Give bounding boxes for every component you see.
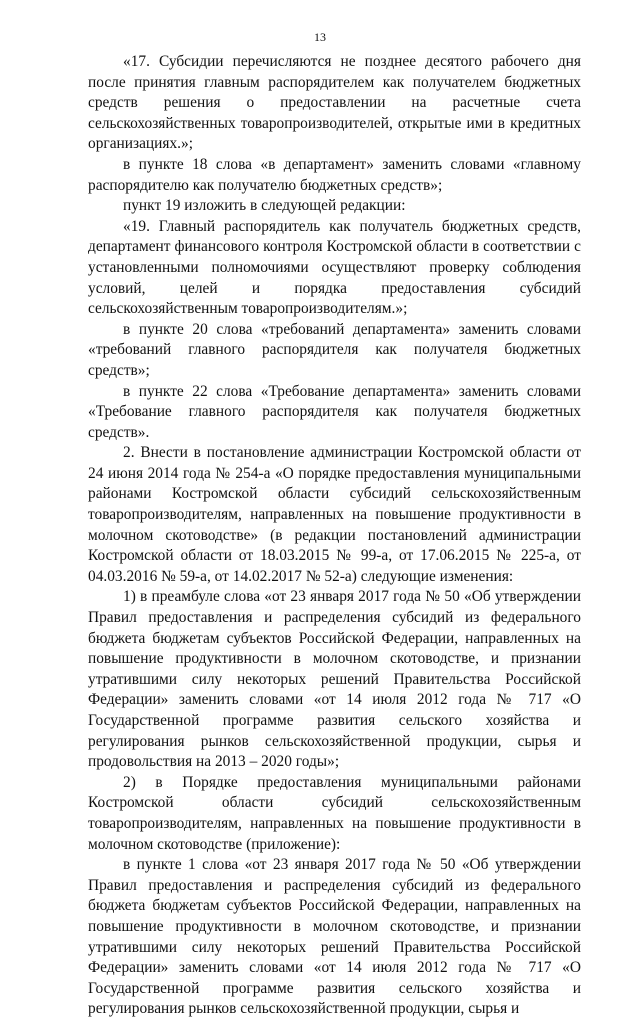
paragraph-item-19: «19. Главный распорядитель как получатель бюджетных средств, департамент финансового контроля Костромской области в соответствии с установленными полномочиями осуществляют проверку соблюдения условий, целей и порядка предоставления субсидий сельскохозяйственным товаропроизводителям.»; bbox=[88, 217, 581, 318]
page-number: 13 bbox=[314, 30, 326, 44]
paragraph-point-18: в пункте 18 слова «в департамент» заменить словами «главному распорядителю как получателю бюджетных средств»; bbox=[88, 155, 581, 194]
document-body bbox=[88, 52, 581, 1020]
paragraph-item-17: «17. Субсидии перечисляются не позднее десятого рабочего дня после принятия главным распорядителем как получателем бюджетных средств решения о предоставлении на расчетные счета сельскохозяйственных товаропроизводителей, открытые ими в кредитных организациях.»; bbox=[88, 53, 581, 153]
paragraph-section-2: 2. Внести в постановление администрации Костромской области от 24 июня 2014 года № 254-а «О порядке предоставления муниципальными районами Костромской области субсидий сельскохозяйственным товаропроизводителям, направленных на повышение продуктивности в молочном скотоводстве» (в редакции постановлений администрации Костромской области от 18.03.2015 № 99-а, от 17.06.2015 № 225-а, от 04.03.2016 № 59-а, от 14.02.2017 № 52-а) следующие изменения: bbox=[88, 444, 581, 585]
paragraph-subitem-1: 1) в преамбуле слова «от 23 января 2017 года № 50 «Об утверждении Правил предоставления и распределения субсидий из федерального бюджета бюджетам субъектов Российской Федерации, направленных на повышение продуктивности в молочном скотоводстве, и признании утратившими силу некоторых решений Правительства Российской Федерации» заменить словами «от 14 июля 2012 года № 717 «О Государственной программе развития сельского хозяйства и регулирования рынков сельскохозяйственной продукции, сырья и продовольствия на 2013 – 2020 годы»; bbox=[88, 588, 581, 771]
paragraph-point-19-intro: пункт 19 изложить в следующей редакции: bbox=[123, 197, 406, 215]
paragraph-subitem-2: 2) в Порядке предоставления муниципальными районами Костромской области субсидий сельскохозяйственным товаропроизводителям, направленных на повышение продуктивности в молочном скотоводстве (приложение): bbox=[88, 773, 581, 853]
paragraph-point-1: в пункте 1 слова «от 23 января 2017 года № 50 «Об утверждении Правил предоставления и распределения субсидий из федерального бюджета бюджетам субъектов Российской Федерации, направленных на повышение продуктивности в молочном скотоводстве, и признании утратившими силу некоторых решений Правительства Российской Федерации» заменить словами «от 14 июля 2012 года № 717 «О Государственной программе развития сельского хозяйства и регулирования рынков сельскохозяйственной продукции, сырья и bbox=[88, 856, 581, 1018]
paragraph-point-20: в пункте 20 слова «требований департамента» заменить словами «требований главного распорядителя как получателя бюджетных средств»; bbox=[88, 320, 581, 379]
paragraph-point-22: в пункте 22 слова «Требование департамента» заменить словами «Требование главного распорядителя как получателя бюджетных средств». bbox=[88, 382, 581, 441]
